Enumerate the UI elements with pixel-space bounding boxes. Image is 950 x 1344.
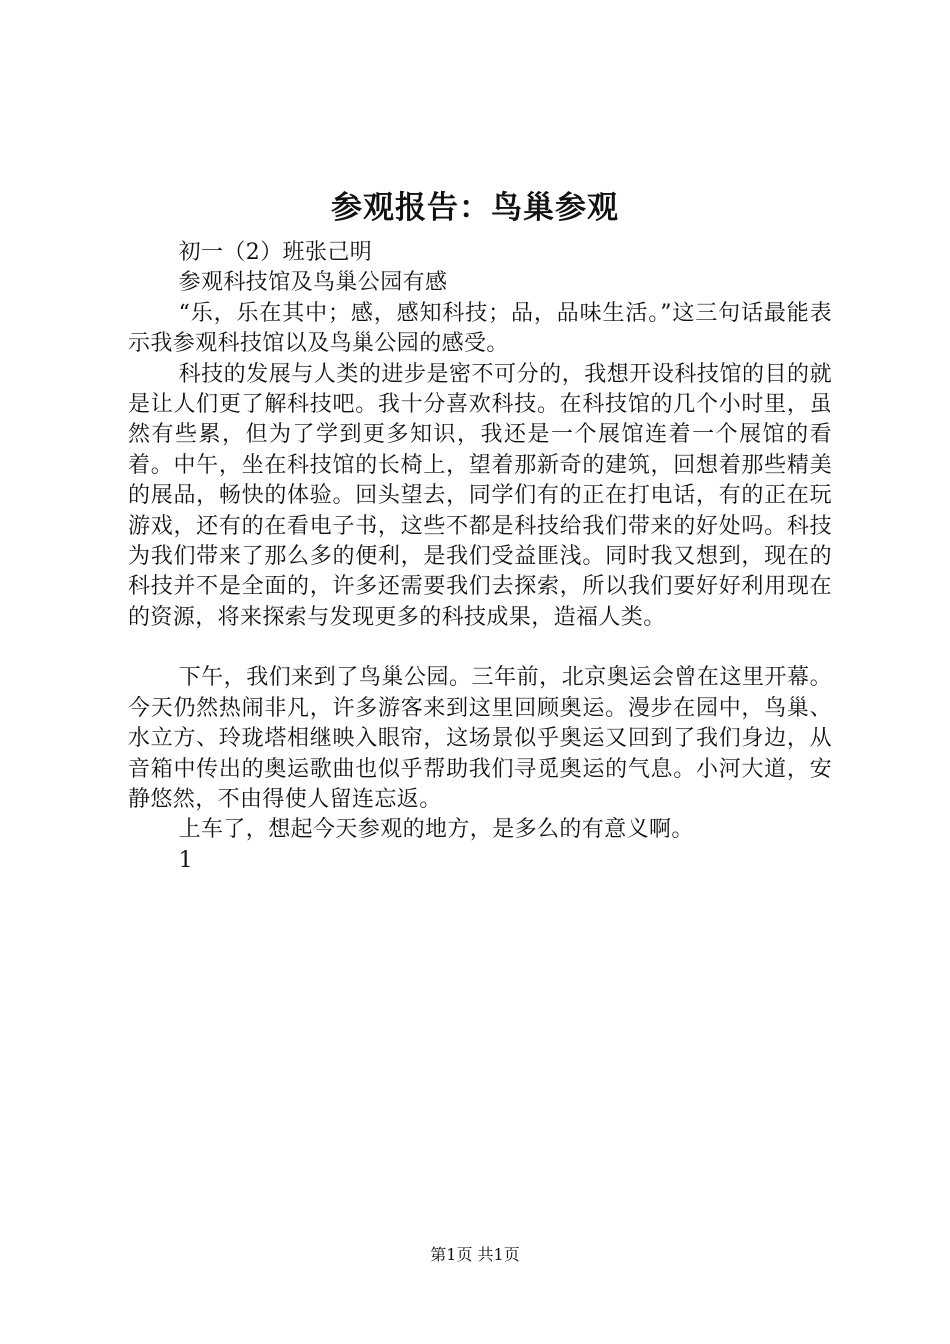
body-paragraph-conclusion: 上车了，想起今天参观的地方，是多么的有意义啊。 — [178, 817, 694, 843]
body-paragraph-birds-nest: 下午，我们来到了鸟巢公园。三年前，北京奥运会曾在这里开幕。今天仍然热闹非凡，许多游客来到这里回顾奥运。漫步在园中，鸟巢、水立方、玲珑塔相继映入眼帘，这场景似乎奥运又回到了我们身边，从音箱中传出的奥运歌曲也似乎帮助我们寻觅奥运的气息。小河大道，安静悠然，不由得使人留连忘返。 — [128, 665, 832, 812]
body-page-number: 1 — [178, 847, 193, 873]
page-footer: 第1页 共1页 — [430, 1245, 520, 1264]
subtitle-line: 参观科技馆及鸟巢公园有感 — [178, 270, 448, 296]
body-paragraph-intro: “乐，乐在其中；感，感知科技；品，品味生活。”这三句话最能表示我参观科技馆以及鸟巢公园的感受。 — [128, 300, 832, 357]
author-line: 初一（2）班张己明 — [178, 240, 373, 265]
paragraph-gap — [128, 633, 832, 663]
document-title: 参观报告：鸟巢参观 — [331, 190, 619, 226]
body-paragraph-science-museum: 科技的发展与人类的进步是密不可分的，我想开设科技馆的目的就是让人们更了解科技吧。我十分喜欢科技。在科技馆的几个小时里，虽然有些累，但为了学到更多知识，我还是一个展馆连着一个展馆的看着。中午，坐在科技馆的长椅上，望着那新奇的建筑，回想着那些精美的展品，畅快的体验。回头望去，同学们有的正在打电话，有的正在玩游戏，还有的在看电子书，这些不都是科技给我们带来的好处吗。科技为我们带来了那么多的便利，是我们受益匪浅。同时我又想到，现在的科技并不是全面的，许多还需要我们去探索，所以我们要好好利用现在的资源，将来探索与发现更多的科技成果，造福人类。 — [128, 361, 832, 630]
document-body — [128, 238, 832, 876]
